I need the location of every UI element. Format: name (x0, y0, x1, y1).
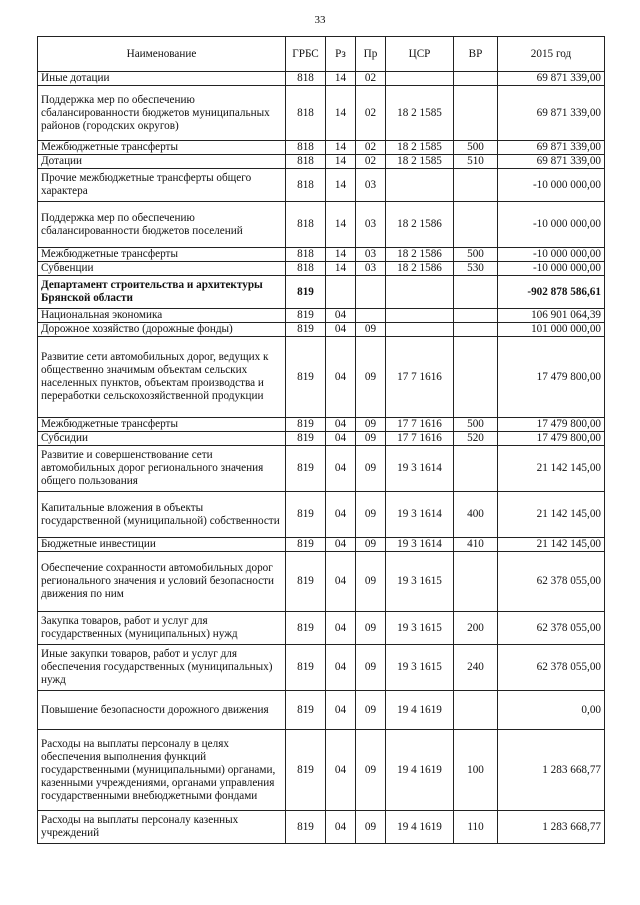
cell-name: Расходы на выплаты персоналу казенных учреждений (38, 811, 286, 844)
table-row (38, 323, 605, 337)
cell-vr (454, 276, 498, 309)
cell-grbs: 819 (286, 492, 326, 538)
cell-grbs: 819 (286, 309, 326, 323)
table-row (38, 72, 605, 86)
cell-vr: 500 (454, 418, 498, 432)
cell-pr: 09 (356, 418, 386, 432)
cell-amount: 21 142 145,00 (498, 538, 605, 552)
cell-grbs: 818 (286, 155, 326, 169)
cell-pr: 09 (356, 492, 386, 538)
table-row (38, 262, 605, 276)
cell-vr: 410 (454, 538, 498, 552)
cell-csr (386, 72, 454, 86)
table-row (38, 492, 605, 538)
table-row (38, 418, 605, 432)
cell-amount: 69 871 339,00 (498, 86, 605, 141)
cell-name: Межбюджетные трансферты (38, 141, 286, 155)
cell-rz: 04 (326, 730, 356, 811)
cell-csr: 19 3 1615 (386, 552, 454, 612)
cell-grbs: 818 (286, 141, 326, 155)
cell-grbs: 819 (286, 730, 326, 811)
cell-vr: 500 (454, 141, 498, 155)
cell-vr (454, 169, 498, 202)
cell-grbs: 818 (286, 86, 326, 141)
cell-grbs: 819 (286, 552, 326, 612)
table-row (38, 141, 605, 155)
cell-grbs: 818 (286, 202, 326, 248)
cell-rz: 04 (326, 645, 356, 691)
cell-rz: 14 (326, 86, 356, 141)
cell-pr: 02 (356, 86, 386, 141)
table-row (38, 552, 605, 612)
header-rz: Рз (326, 37, 356, 72)
cell-csr: 19 4 1619 (386, 730, 454, 811)
cell-csr: 18 2 1586 (386, 248, 454, 262)
cell-name: Межбюджетные трансферты (38, 418, 286, 432)
cell-vr: 530 (454, 262, 498, 276)
cell-rz: 04 (326, 691, 356, 730)
table-row (38, 276, 605, 309)
cell-csr (386, 169, 454, 202)
cell-name: Поддержка мер по обеспечению сбалансированности бюджетов поселений (38, 202, 286, 248)
cell-vr (454, 691, 498, 730)
budget-table (37, 36, 605, 844)
cell-grbs: 819 (286, 337, 326, 418)
cell-rz: 04 (326, 612, 356, 645)
cell-name: Иные дотации (38, 72, 286, 86)
cell-pr: 09 (356, 432, 386, 446)
cell-amount: 62 378 055,00 (498, 645, 605, 691)
cell-name: Дорожное хозяйство (дорожные фонды) (38, 323, 286, 337)
cell-name: Бюджетные инвестиции (38, 538, 286, 552)
cell-pr (356, 276, 386, 309)
cell-csr: 19 3 1614 (386, 538, 454, 552)
table-row (38, 538, 605, 552)
cell-name: Расходы на выплаты персоналу в целях обеспечения выполнения функций государственными (муниципальными) органами, казенными учреждениями, органами управления государственными внебюджетными фондами (38, 730, 286, 811)
cell-vr: 110 (454, 811, 498, 844)
cell-name: Субвенции (38, 262, 286, 276)
cell-rz: 04 (326, 492, 356, 538)
cell-amount: 17 479 800,00 (498, 337, 605, 418)
cell-csr: 19 3 1614 (386, 492, 454, 538)
page-number: 33 (314, 14, 326, 26)
cell-pr: 09 (356, 446, 386, 492)
cell-rz: 14 (326, 169, 356, 202)
cell-name: Прочие межбюджетные трансферты общего характера (38, 169, 286, 202)
cell-grbs: 818 (286, 248, 326, 262)
cell-grbs: 819 (286, 612, 326, 645)
cell-amount: 62 378 055,00 (498, 612, 605, 645)
cell-pr: 02 (356, 141, 386, 155)
cell-rz: 04 (326, 309, 356, 323)
cell-vr: 200 (454, 612, 498, 645)
cell-pr: 09 (356, 538, 386, 552)
cell-rz: 14 (326, 262, 356, 276)
cell-pr: 02 (356, 72, 386, 86)
cell-pr: 09 (356, 691, 386, 730)
cell-csr (386, 276, 454, 309)
table-row (38, 811, 605, 844)
cell-name: Повышение безопасности дорожного движения (38, 691, 286, 730)
cell-pr: 09 (356, 323, 386, 337)
cell-rz: 04 (326, 323, 356, 337)
cell-rz: 04 (326, 811, 356, 844)
cell-amount: -10 000 000,00 (498, 262, 605, 276)
table-row (38, 446, 605, 492)
cell-csr: 18 2 1585 (386, 141, 454, 155)
cell-rz: 04 (326, 432, 356, 446)
cell-vr (454, 323, 498, 337)
cell-rz: 14 (326, 155, 356, 169)
cell-name: Капитальные вложения в объекты государственной (муниципальной) собственности (38, 492, 286, 538)
cell-amount: 21 142 145,00 (498, 446, 605, 492)
cell-pr: 03 (356, 169, 386, 202)
cell-name: Дотации (38, 155, 286, 169)
cell-amount: 17 479 800,00 (498, 432, 605, 446)
cell-vr: 520 (454, 432, 498, 446)
cell-csr: 17 7 1616 (386, 337, 454, 418)
cell-grbs: 819 (286, 811, 326, 844)
cell-rz: 04 (326, 337, 356, 418)
cell-name: Национальная экономика (38, 309, 286, 323)
table-row (38, 691, 605, 730)
table-row (38, 86, 605, 141)
cell-pr: 09 (356, 337, 386, 418)
table-row (38, 337, 605, 418)
table-row (38, 248, 605, 262)
table-row (38, 730, 605, 811)
cell-grbs: 819 (286, 538, 326, 552)
cell-rz: 04 (326, 418, 356, 432)
table-row (38, 612, 605, 645)
cell-name: Закупка товаров, работ и услуг для государственных (муниципальных) нужд (38, 612, 286, 645)
cell-grbs: 818 (286, 262, 326, 276)
cell-vr (454, 309, 498, 323)
cell-rz: 04 (326, 538, 356, 552)
header-name: Наименование (38, 37, 286, 72)
cell-pr: 09 (356, 612, 386, 645)
cell-name: Поддержка мер по обеспечению сбалансированности бюджетов муниципальных районов (городских округов) (38, 86, 286, 141)
cell-amount: 101 000 000,00 (498, 323, 605, 337)
cell-grbs: 819 (286, 323, 326, 337)
cell-amount: 106 901 064,39 (498, 309, 605, 323)
table-row (38, 309, 605, 323)
header-year: 2015 год (498, 37, 605, 72)
cell-amount: 69 871 339,00 (498, 155, 605, 169)
table-row (38, 155, 605, 169)
cell-rz (326, 276, 356, 309)
cell-amount: 69 871 339,00 (498, 72, 605, 86)
cell-vr: 400 (454, 492, 498, 538)
cell-vr (454, 446, 498, 492)
cell-rz: 04 (326, 446, 356, 492)
cell-vr (454, 552, 498, 612)
cell-csr: 17 7 1616 (386, 432, 454, 446)
cell-rz: 14 (326, 202, 356, 248)
cell-grbs: 818 (286, 169, 326, 202)
cell-amount: 21 142 145,00 (498, 492, 605, 538)
cell-vr: 100 (454, 730, 498, 811)
cell-csr: 18 2 1586 (386, 202, 454, 248)
header-grbs: ГРБС (286, 37, 326, 72)
cell-pr: 03 (356, 202, 386, 248)
cell-csr: 19 3 1614 (386, 446, 454, 492)
cell-csr: 19 3 1615 (386, 645, 454, 691)
cell-grbs: 819 (286, 432, 326, 446)
header-vr: ВР (454, 37, 498, 72)
cell-pr: 09 (356, 811, 386, 844)
header-csr: ЦСР (386, 37, 454, 72)
cell-name: Субсидии (38, 432, 286, 446)
header-pr: Пр (356, 37, 386, 72)
cell-vr: 500 (454, 248, 498, 262)
cell-pr: 09 (356, 730, 386, 811)
cell-name: Развитие сети автомобильных дорог, ведущих к общественно значимым объектам сельских населенных пунктов, объектам производства и переработки сельскохозяйственной продукции (38, 337, 286, 418)
cell-rz: 04 (326, 552, 356, 612)
cell-csr: 19 4 1619 (386, 691, 454, 730)
cell-csr: 19 4 1619 (386, 811, 454, 844)
cell-pr: 03 (356, 248, 386, 262)
table-row (38, 645, 605, 691)
table-row (38, 169, 605, 202)
cell-amount: 0,00 (498, 691, 605, 730)
cell-amount: 69 871 339,00 (498, 141, 605, 155)
cell-csr: 17 7 1616 (386, 418, 454, 432)
cell-csr: 18 2 1585 (386, 155, 454, 169)
cell-vr: 240 (454, 645, 498, 691)
cell-csr: 19 3 1615 (386, 612, 454, 645)
cell-vr (454, 72, 498, 86)
cell-amount: 1 283 668,77 (498, 811, 605, 844)
cell-grbs: 818 (286, 72, 326, 86)
cell-rz: 14 (326, 248, 356, 262)
cell-pr (356, 309, 386, 323)
cell-vr (454, 202, 498, 248)
cell-rz: 14 (326, 141, 356, 155)
cell-amount: -10 000 000,00 (498, 202, 605, 248)
cell-csr: 18 2 1585 (386, 86, 454, 141)
cell-rz: 14 (326, 72, 356, 86)
cell-name: Межбюджетные трансферты (38, 248, 286, 262)
cell-amount: 17 479 800,00 (498, 418, 605, 432)
cell-grbs: 819 (286, 691, 326, 730)
cell-grbs: 819 (286, 418, 326, 432)
cell-pr: 09 (356, 552, 386, 612)
header-row (38, 37, 605, 72)
cell-name: Обеспечение сохранности автомобильных дорог регионального значения и условий безопасности движения по ним (38, 552, 286, 612)
cell-pr: 03 (356, 262, 386, 276)
cell-csr (386, 309, 454, 323)
cell-grbs: 819 (286, 645, 326, 691)
cell-amount: 1 283 668,77 (498, 730, 605, 811)
table-row (38, 432, 605, 446)
cell-name: Иные закупки товаров, работ и услуг для обеспечения государственных (муниципальных) нужд (38, 645, 286, 691)
cell-name: Развитие и совершенствование сети автомобильных дорог регионального значения общего пользования (38, 446, 286, 492)
cell-vr (454, 337, 498, 418)
cell-pr: 02 (356, 155, 386, 169)
cell-csr: 18 2 1586 (386, 262, 454, 276)
cell-vr: 510 (454, 155, 498, 169)
table-row (38, 202, 605, 248)
cell-amount: -10 000 000,00 (498, 169, 605, 202)
cell-grbs: 819 (286, 276, 326, 309)
cell-vr (454, 86, 498, 141)
cell-pr: 09 (356, 645, 386, 691)
cell-csr (386, 323, 454, 337)
cell-amount: -902 878 586,61 (498, 276, 605, 309)
cell-amount: 62 378 055,00 (498, 552, 605, 612)
cell-amount: -10 000 000,00 (498, 248, 605, 262)
cell-name: Департамент строительства и архитектуры Брянской области (38, 276, 286, 309)
cell-grbs: 819 (286, 446, 326, 492)
